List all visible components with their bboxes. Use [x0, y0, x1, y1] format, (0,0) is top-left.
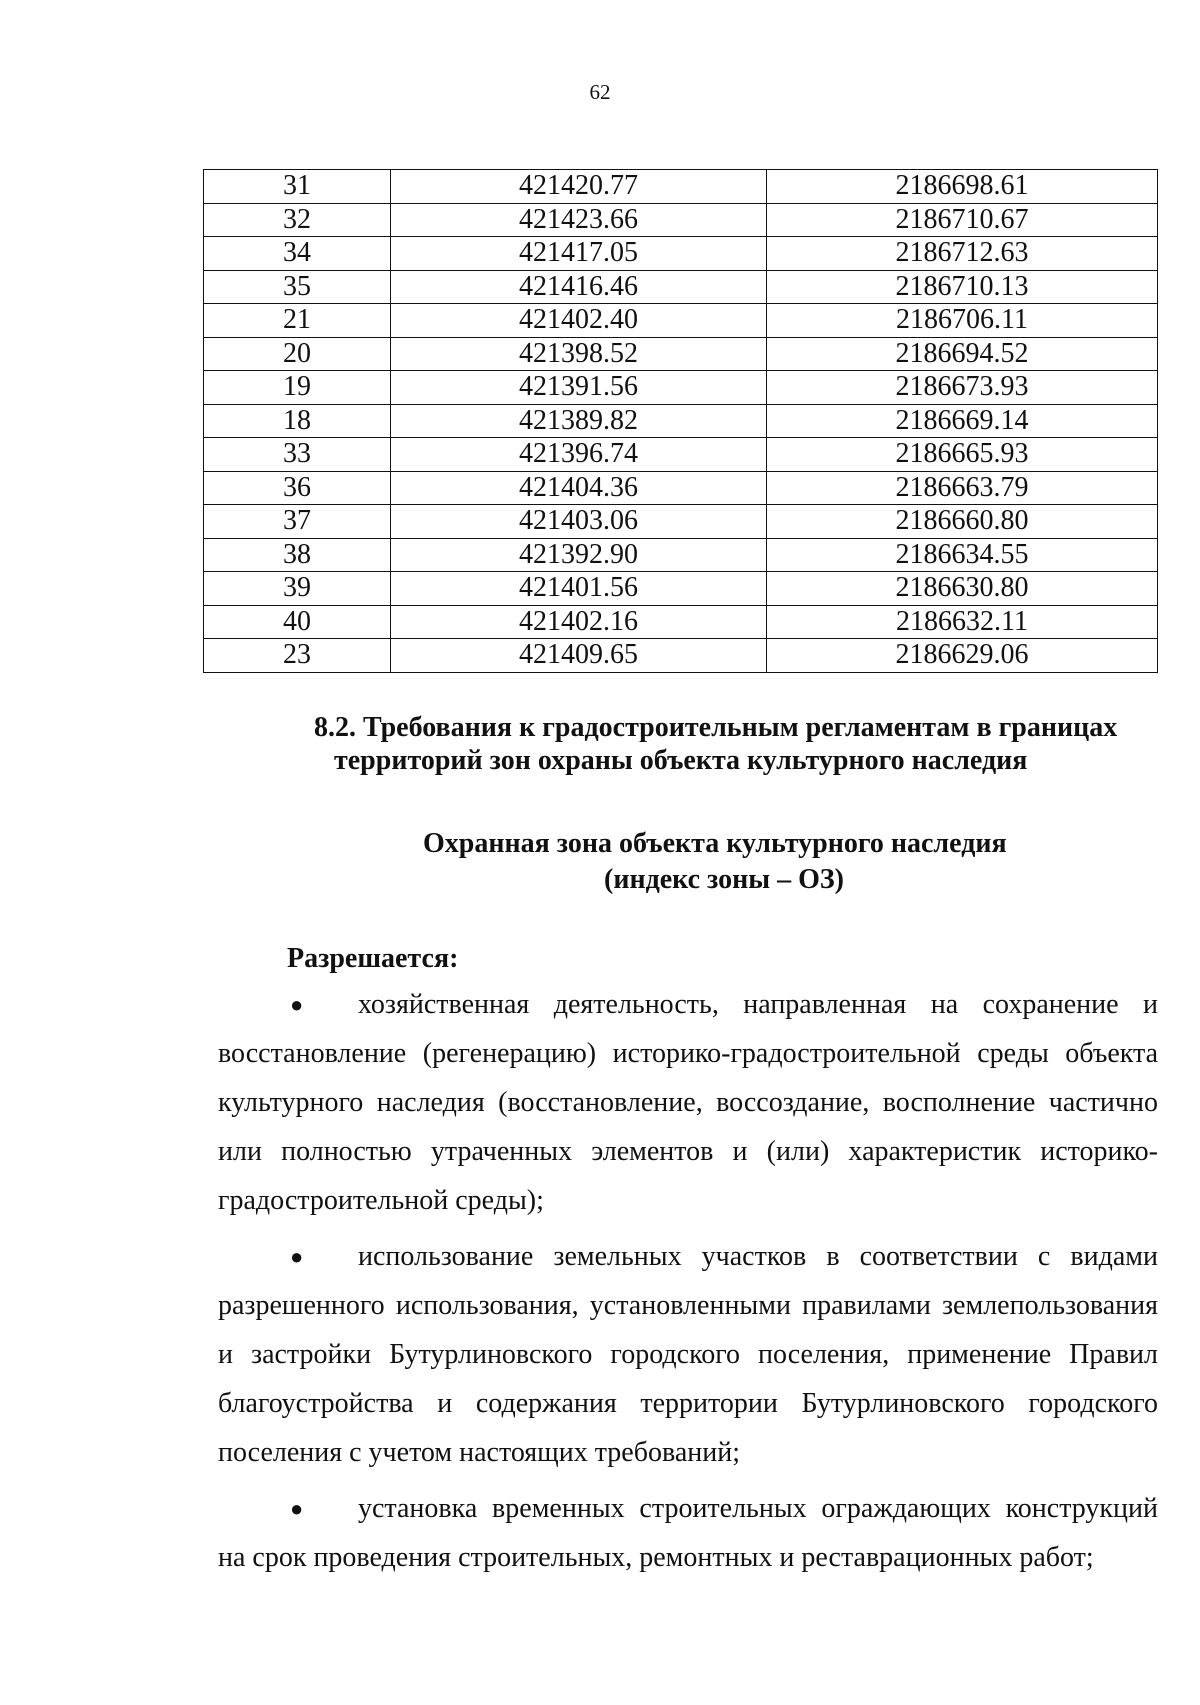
x-coordinate-cell: 421398.52: [391, 337, 767, 371]
zone-title-line-1: Охранная зона объекта культурного наследия: [423, 828, 1007, 859]
point-number-cell: 20: [204, 337, 391, 371]
allowed-label: Разрешается:: [287, 943, 459, 974]
x-coordinate-cell: 421391.56: [391, 371, 767, 405]
point-number-cell: 34: [204, 237, 391, 271]
y-coordinate-cell: 2186660.80: [767, 505, 1158, 539]
point-number-cell: 23: [204, 639, 391, 673]
point-number-cell: 18: [204, 404, 391, 438]
table-row: [204, 639, 1158, 673]
x-coordinate-cell: 421417.05: [391, 237, 767, 271]
y-coordinate-cell: 2186629.06: [767, 639, 1158, 673]
x-coordinate-cell: 421423.66: [391, 203, 767, 237]
x-coordinate-cell: 421402.16: [391, 605, 767, 639]
bullet-icon: ●: [290, 1496, 304, 1521]
coordinates-table: [203, 169, 1158, 673]
table-row: [204, 237, 1158, 271]
point-number-cell: 36: [204, 471, 391, 505]
table-row: [204, 404, 1158, 438]
x-coordinate-cell: 421396.74: [391, 438, 767, 472]
table-row: [204, 572, 1158, 606]
table-row: [204, 203, 1158, 237]
page-number: 62: [589, 80, 611, 104]
table-row: [204, 337, 1158, 371]
y-coordinate-cell: 2186669.14: [767, 404, 1158, 438]
section-heading-line-2: территорий зон охраны объекта культурного наследия: [334, 745, 1028, 776]
x-coordinate-cell: 421420.77: [391, 170, 767, 204]
list-item: [218, 1232, 1158, 1477]
table-row: [204, 505, 1158, 539]
table-row: [204, 371, 1158, 405]
coordinates-table-body: [204, 170, 1158, 673]
section-heading-line-1: 8.2. Требования к градостроительным регламентам в границах: [314, 712, 1118, 743]
y-coordinate-cell: 2186630.80: [767, 572, 1158, 606]
x-coordinate-cell: 421392.90: [391, 538, 767, 572]
list-item: [218, 1484, 1158, 1582]
point-number-cell: 33: [204, 438, 391, 472]
point-number-cell: 37: [204, 505, 391, 539]
point-number-cell: 38: [204, 538, 391, 572]
x-coordinate-cell: 421403.06: [391, 505, 767, 539]
x-coordinate-cell: 421402.40: [391, 304, 767, 338]
y-coordinate-cell: 2186706.11: [767, 304, 1158, 338]
bullet-icon: ●: [290, 1244, 304, 1269]
y-coordinate-cell: 2186632.11: [767, 605, 1158, 639]
zone-title-line-2: (индекс зоны – ОЗ): [604, 864, 845, 895]
list-item-text: хозяйственная деятельность, направленная на сохранение и восстановление (регенерацию) историко-градостроительной среды объекта культурного наследия (восстановление, воссоздание, восполнение частично или полностью утраченных элементов и (или) характеристик историко-градостроительной среды);: [218, 989, 1158, 1216]
y-coordinate-cell: 2186673.93: [767, 371, 1158, 405]
x-coordinate-cell: 421404.36: [391, 471, 767, 505]
y-coordinate-cell: 2186710.13: [767, 270, 1158, 304]
y-coordinate-cell: 2186698.61: [767, 170, 1158, 204]
table-row: [204, 538, 1158, 572]
table-row: [204, 471, 1158, 505]
point-number-cell: 32: [204, 203, 391, 237]
list-item-text: установка временных строительных ограждающих конструкций на срок проведения строительных, ремонтных и реставрационных работ;: [218, 1493, 1158, 1573]
y-coordinate-cell: 2186665.93: [767, 438, 1158, 472]
point-number-cell: 21: [204, 304, 391, 338]
y-coordinate-cell: 2186694.52: [767, 337, 1158, 371]
table-row: [204, 438, 1158, 472]
x-coordinate-cell: 421389.82: [391, 404, 767, 438]
list-item: [218, 980, 1158, 1225]
table-row: [204, 605, 1158, 639]
point-number-cell: 40: [204, 605, 391, 639]
table-row: [204, 304, 1158, 338]
point-number-cell: 31: [204, 170, 391, 204]
table-row: [204, 270, 1158, 304]
x-coordinate-cell: 421416.46: [391, 270, 767, 304]
point-number-cell: 19: [204, 371, 391, 405]
point-number-cell: 35: [204, 270, 391, 304]
y-coordinate-cell: 2186710.67: [767, 203, 1158, 237]
list-item-text: использование земельных участков в соответствии с видами разрешенного использования, установленными правилами землепользования и застройки Бутурлиновского городского поселения, применение Правил благоустройства и содержания территории Бутурлиновского городского поселения с учетом настоящих требований;: [218, 1241, 1158, 1468]
y-coordinate-cell: 2186634.55: [767, 538, 1158, 572]
x-coordinate-cell: 421409.65: [391, 639, 767, 673]
y-coordinate-cell: 2186712.63: [767, 237, 1158, 271]
bullet-icon: ●: [290, 992, 304, 1017]
point-number-cell: 39: [204, 572, 391, 606]
table-row: [204, 170, 1158, 204]
x-coordinate-cell: 421401.56: [391, 572, 767, 606]
y-coordinate-cell: 2186663.79: [767, 471, 1158, 505]
